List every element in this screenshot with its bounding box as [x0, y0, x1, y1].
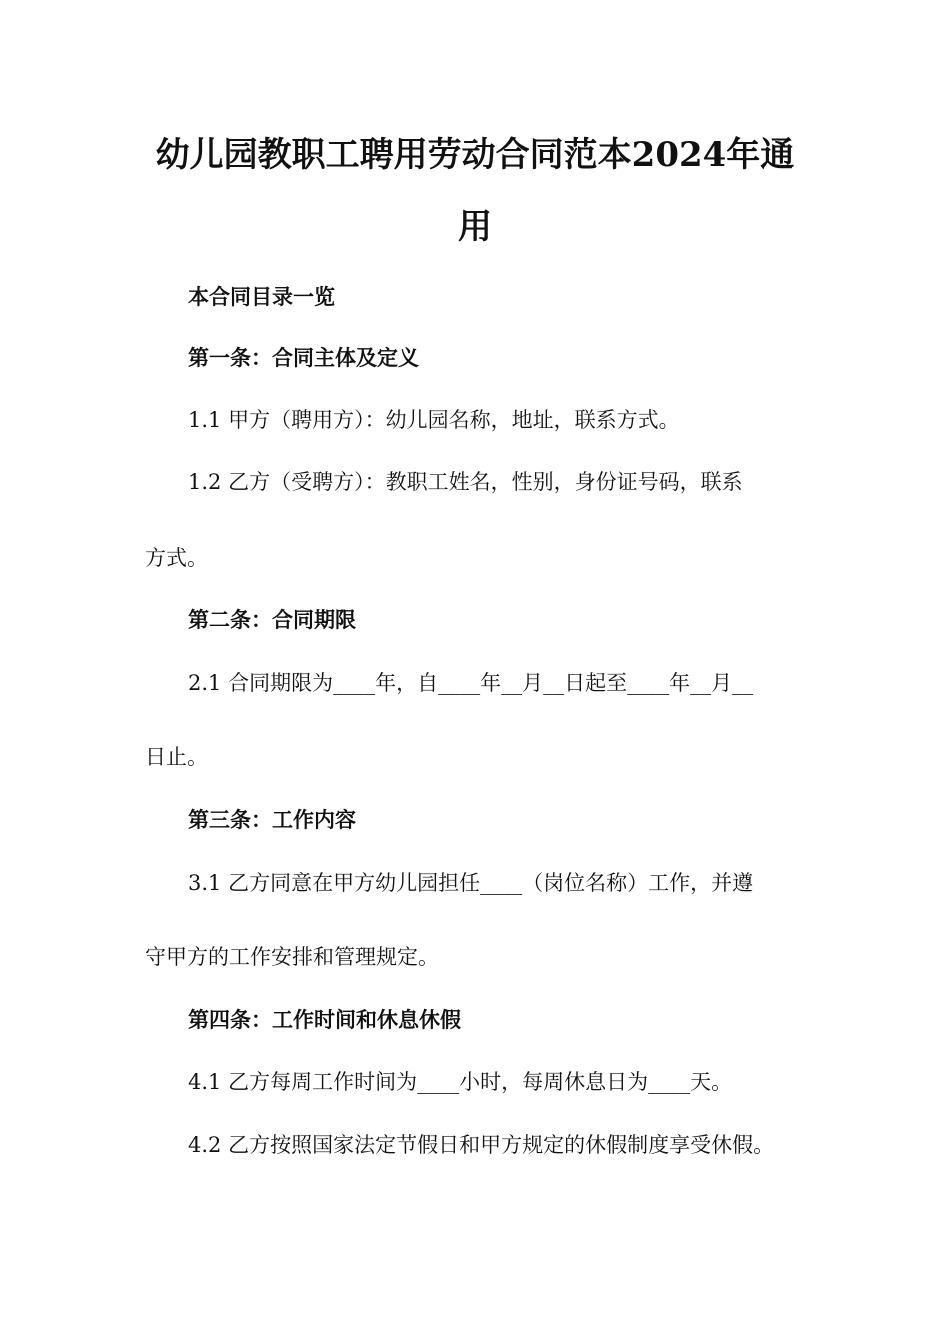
article3-heading: 第三条：工作内容: [188, 807, 356, 832]
clause-3-1-line2: 守甲方的工作安排和管理规定。: [145, 945, 439, 969]
clause-4-1: 4.1 乙方每周工作时间为____小时，每周休息日为____天。: [188, 1070, 733, 1094]
article1-heading: 第一条：合同主体及定义: [188, 345, 419, 370]
article4-heading: 第四条：工作时间和休息休假: [188, 1007, 461, 1032]
clause-3-1-line1: 3.1 乙方同意在甲方幼儿园担任____（岗位名称）工作，并遵: [188, 871, 754, 895]
toc-heading: 本合同目录一览: [188, 284, 335, 309]
document-title-line1: 幼儿园教职工聘用劳动合同范本2024年通: [155, 135, 795, 175]
clause-1-2-line2: 方式。: [145, 546, 208, 570]
clause-2-1-line1: 2.1 合同期限为____年，自____年__月__日起至____年__月__: [188, 671, 754, 695]
clause-2-1-line2: 日止。: [145, 745, 208, 769]
clause-1-1: 1.1 甲方（聘用方）：幼儿园名称，地址，联系方式。: [188, 408, 680, 432]
article2-heading: 第二条：合同期限: [188, 607, 356, 632]
clause-4-2: 4.2 乙方按照国家法定节假日和甲方规定的休假制度享受休假。: [188, 1133, 775, 1157]
document-title-line2: 用: [458, 207, 492, 247]
clause-1-2-line1: 1.2 乙方（受聘方）：教职工姓名，性别，身份证号码，联系: [188, 470, 743, 494]
